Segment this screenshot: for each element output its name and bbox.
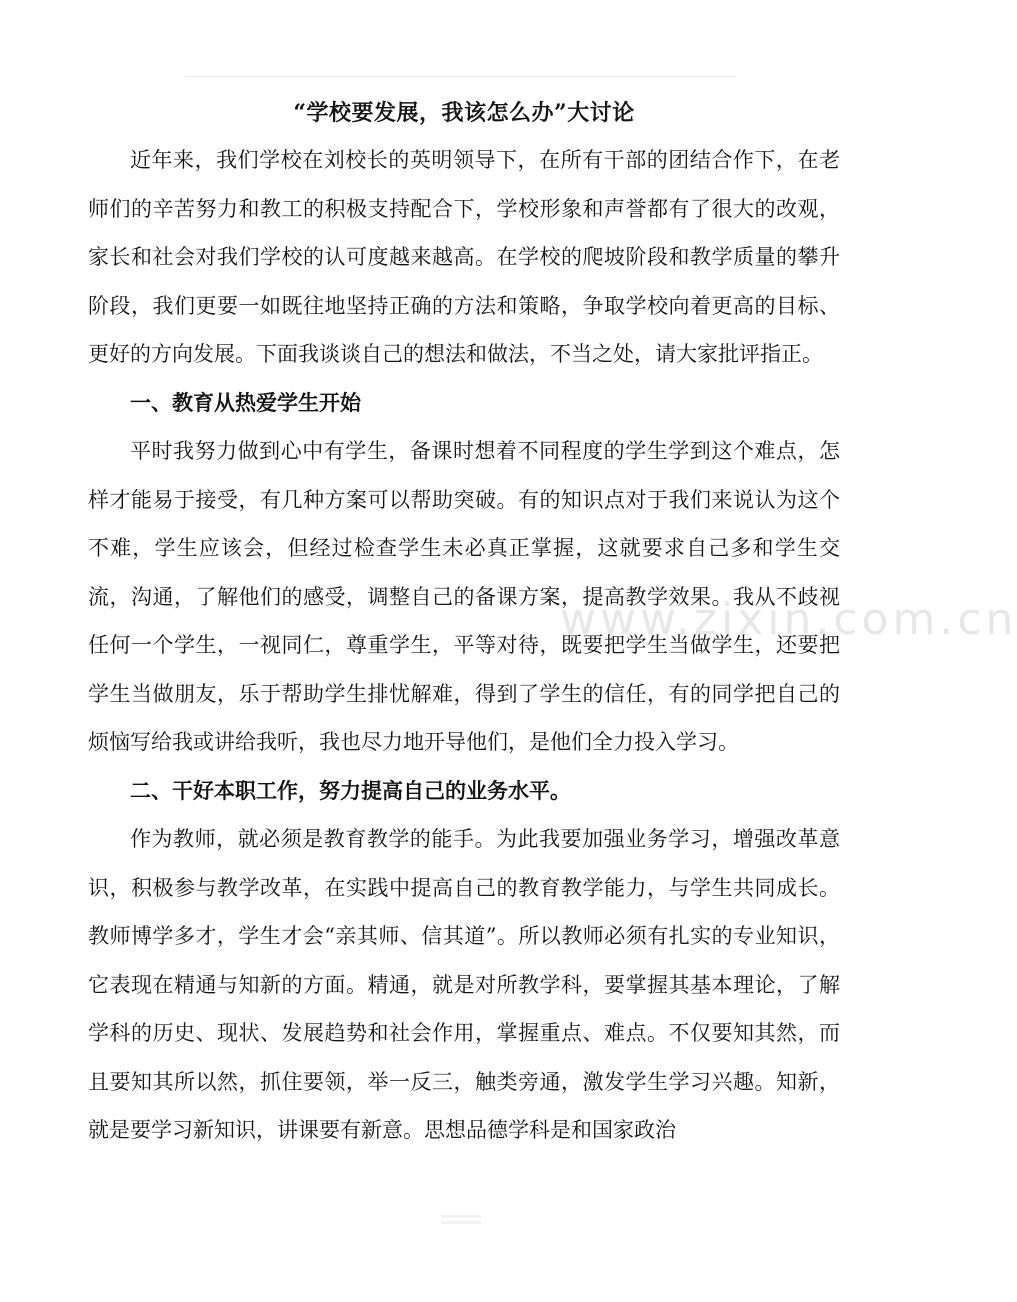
document-page <box>88 90 1017 1155</box>
header-divider <box>185 76 737 77</box>
section-heading-2: 二、干好本职工作，努力提高自己的业务水平。 <box>130 777 571 803</box>
section-paragraph-1: 平时我努力做到心中有学生，备课时想着不同程度的学生学到这个难点，怎样才能易于接受，有几种方案可以帮助突破。有的知识点对于我们来说认为这个不难，学生应该会，但经过检查学生未必真正掌握，这就要求自己多和学生交流，沟通，了解他们的感受，调整自己的备课方案，提高教学效果。我从不歧视任何一个学生，一视同仁，尊重学生，平等对待，既要把学生当做学生，还要把学生当做朋友，乐于帮助学生排忧解难，得到了学生的信任，有的同学把自己的烦恼写给我或讲给我听，我也尽力地开导他们，是他们全力投入学习。 <box>88 439 840 754</box>
intro-paragraph: 近年来，我们学校在刘校长的英明领导下，在所有干部的团结合作下，在老师们的辛苦努力和教工的积极支持配合下，学校形象和声誉都有了很大的改观，家长和社会对我们学校的认可度越来越高。在学校的爬坡阶段和教学质量的攀升阶段，我们更要一如既往地坚持正确的方法和策略，争取学校向着更高的目标、更好的方向发展。下面我谈谈自己的想法和做法，不当之处，请大家批评指正。 <box>88 148 840 366</box>
section-paragraph-2: 作为教师，就必须是教育教学的能手。为此我要加强业务学习，增强改革意识，积极参与教学改革，在实践中提高自己的教育教学能力，与学生共同成长。教师博学多才，学生才会“亲其师、信其道”。所以教师必须有扎实的专业知识，它表现在精通与知新的方面。精通，就是对所教学科，要掌握其基本理论，了解学科的历史、现状、发展趋势和社会作用，掌握重点、难点。不仅要知其然，而且要知其所以然，抓住要领，举一反三，触类旁通，激发学生学习兴趣。知新，就是要学习新知识，讲课要有新意。思想品德学科是和国家政治 <box>88 827 840 1142</box>
section-heading-1: 一、教育从热爱学生开始 <box>130 389 361 415</box>
watermark: www.zixin.com.cn <box>560 594 1017 645</box>
document-title: “学校要发展，我该怎么办”大讨论 <box>293 100 635 126</box>
page-footer-mark <box>441 1212 481 1224</box>
document-body <box>88 136 1017 1155</box>
